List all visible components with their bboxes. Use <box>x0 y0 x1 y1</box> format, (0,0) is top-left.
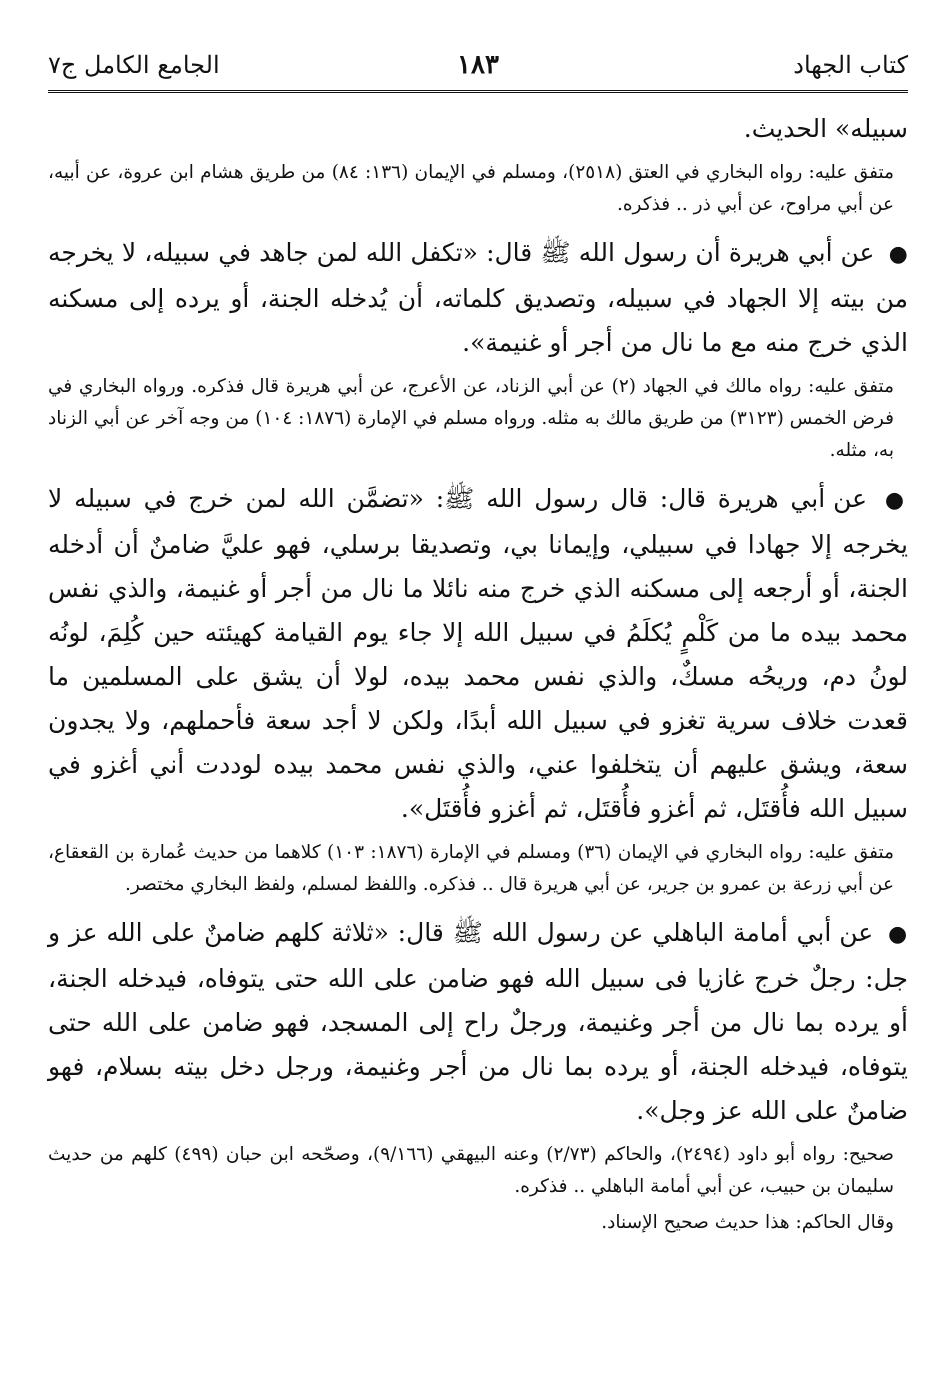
hadith-paragraph <box>48 477 908 831</box>
bullet-icon: ● <box>887 922 908 947</box>
takhrij-text: متفق عليه: رواه البخاري في الإيمان (٣٦) ومسلم في الإمارة (١٨٧٦: ١٠٣) كلاهما من حديث عُمارة بن القعقاع، عن أبي زرعة بن عمرو بن جرير، عن أبي هريرة قال .. فذكره. واللفظ لمسلم، ولفظ البخاري مختصر. <box>48 842 894 895</box>
hadith-paragraph <box>48 231 908 365</box>
page-content <box>48 107 908 1239</box>
volume-title: الجامع الكامل ج٧ <box>48 51 220 79</box>
book-title: كتاب الجهاد <box>793 51 908 79</box>
hadith-paragraph <box>48 911 908 1133</box>
takhrij-note <box>48 1139 908 1203</box>
hadith-text: عن أبي هريرة قال: قال رسول الله ﷺ: «تضمَّن الله لمن خرج في سبيله لا يخرجه إلا جهادا في سبيلي، وإيمانا بي، وتصديقا برسلي، فهو عليَّ ضامنٌ أن أدخله الجنة، أو أرجعه إلى مسكنه الذي خرج منه نائلا ما نال من أجر أو غنيمة، والذي نفس محمد بيده ما من كَلْمٍ يُكلَمُ في سبيل الله إلا جاء يوم القيامة كهيئته حين كُلِمَ، لونُه لونُ دم، وريحُه مسكٌ، والذي نفس محمد بيده، لولا أن يشق على المسلمين ما قعدت خلاف سرية تغزو في سبيل الله أبدًا، ولكن لا أجد سعة فأحملهم، ولا يجدون سعة، ويشق عليهم أن يتخلفوا عني، والذي نفس محمد بيده لوددت أني أغزو في سبيل الله فأُقتَل، ثم أغزو فأُقتَل، ثم أغزو فأُقتَل». <box>48 484 908 823</box>
hadith-text: عن أبي هريرة أن رسول الله ﷺ قال: «تكفل الله لمن جاهد في سبيله، لا يخرجه من بيته إلا الجهاد في سبيله، وتصديق كلماته، أن يُدخله الجنة، أو يرده إلى مسكنه الذي خرج منه مع ما نال من أجر أو غنيمة». <box>48 238 908 357</box>
takhrij-note <box>48 371 908 467</box>
page-number: ١٨٣ <box>457 50 499 80</box>
bullet-icon: ● <box>884 488 909 513</box>
takhrij-text: وقال الحاكم: هذا حديث صحيح الإسناد. <box>601 1212 894 1233</box>
hadith-text: سبيله» الحديث. <box>743 114 908 143</box>
takhrij-note <box>48 157 908 221</box>
takhrij-text: صحيح: رواه أبو داود (٢٤٩٤)، والحاكم (٢/٧٣) وعنه البيهقي (٩/١٦٦)، وصحّحه ابن حبان (٤٩٩) كلهم من حديث سليمان بن حبيب، عن أبي أمامة الباهلي .. فذكره. <box>48 1144 894 1197</box>
takhrij-text: متفق عليه: رواه البخاري في العتق (٢٥١٨)، ومسلم في الإيمان (١٣٦: ٨٤) من طريق هشام ابن عروة، عن أبيه، عن أبي مراوح، عن أبي ذر .. فذكره. <box>48 162 894 215</box>
takhrij-note <box>48 1207 908 1239</box>
bullet-icon: ● <box>888 242 908 267</box>
running-head <box>48 40 908 93</box>
book-page <box>48 40 908 1360</box>
hadith-continuation <box>48 107 908 151</box>
hadith-text: عن أبي أمامة الباهلي عن رسول الله ﷺ قال: «ثلاثة كلهم ضامنٌ على الله عز و جل: رجلٌ خرج غازيا فى سبيل الله فهو ضامن على الله حتى يتوفاه، فيدخله الجنة، أو يرده بما نال من أجر وغنيمة، ورجلٌ راح إلى المسجد، فهو ضامن على الله حتى يتوفاه، فيدخله الجنة، أو يرده بما نال من أجر وغنيمة، ورجل دخل بيته بسلام، فهو ضامنٌ على الله عز وجل». <box>48 918 908 1125</box>
takhrij-text: متفق عليه: رواه مالك في الجهاد (٢) عن أبي الزناد، عن الأعرج، عن أبي هريرة قال فذكره. ورواه البخاري في فرض الخمس (٣١٢٣) من طريق مالك به مثله. ورواه مسلم في الإمارة (١٨٧٦: ١٠٤) من وجه آخر عن أبي الزناد به، مثله. <box>48 376 894 461</box>
takhrij-note <box>48 837 908 901</box>
